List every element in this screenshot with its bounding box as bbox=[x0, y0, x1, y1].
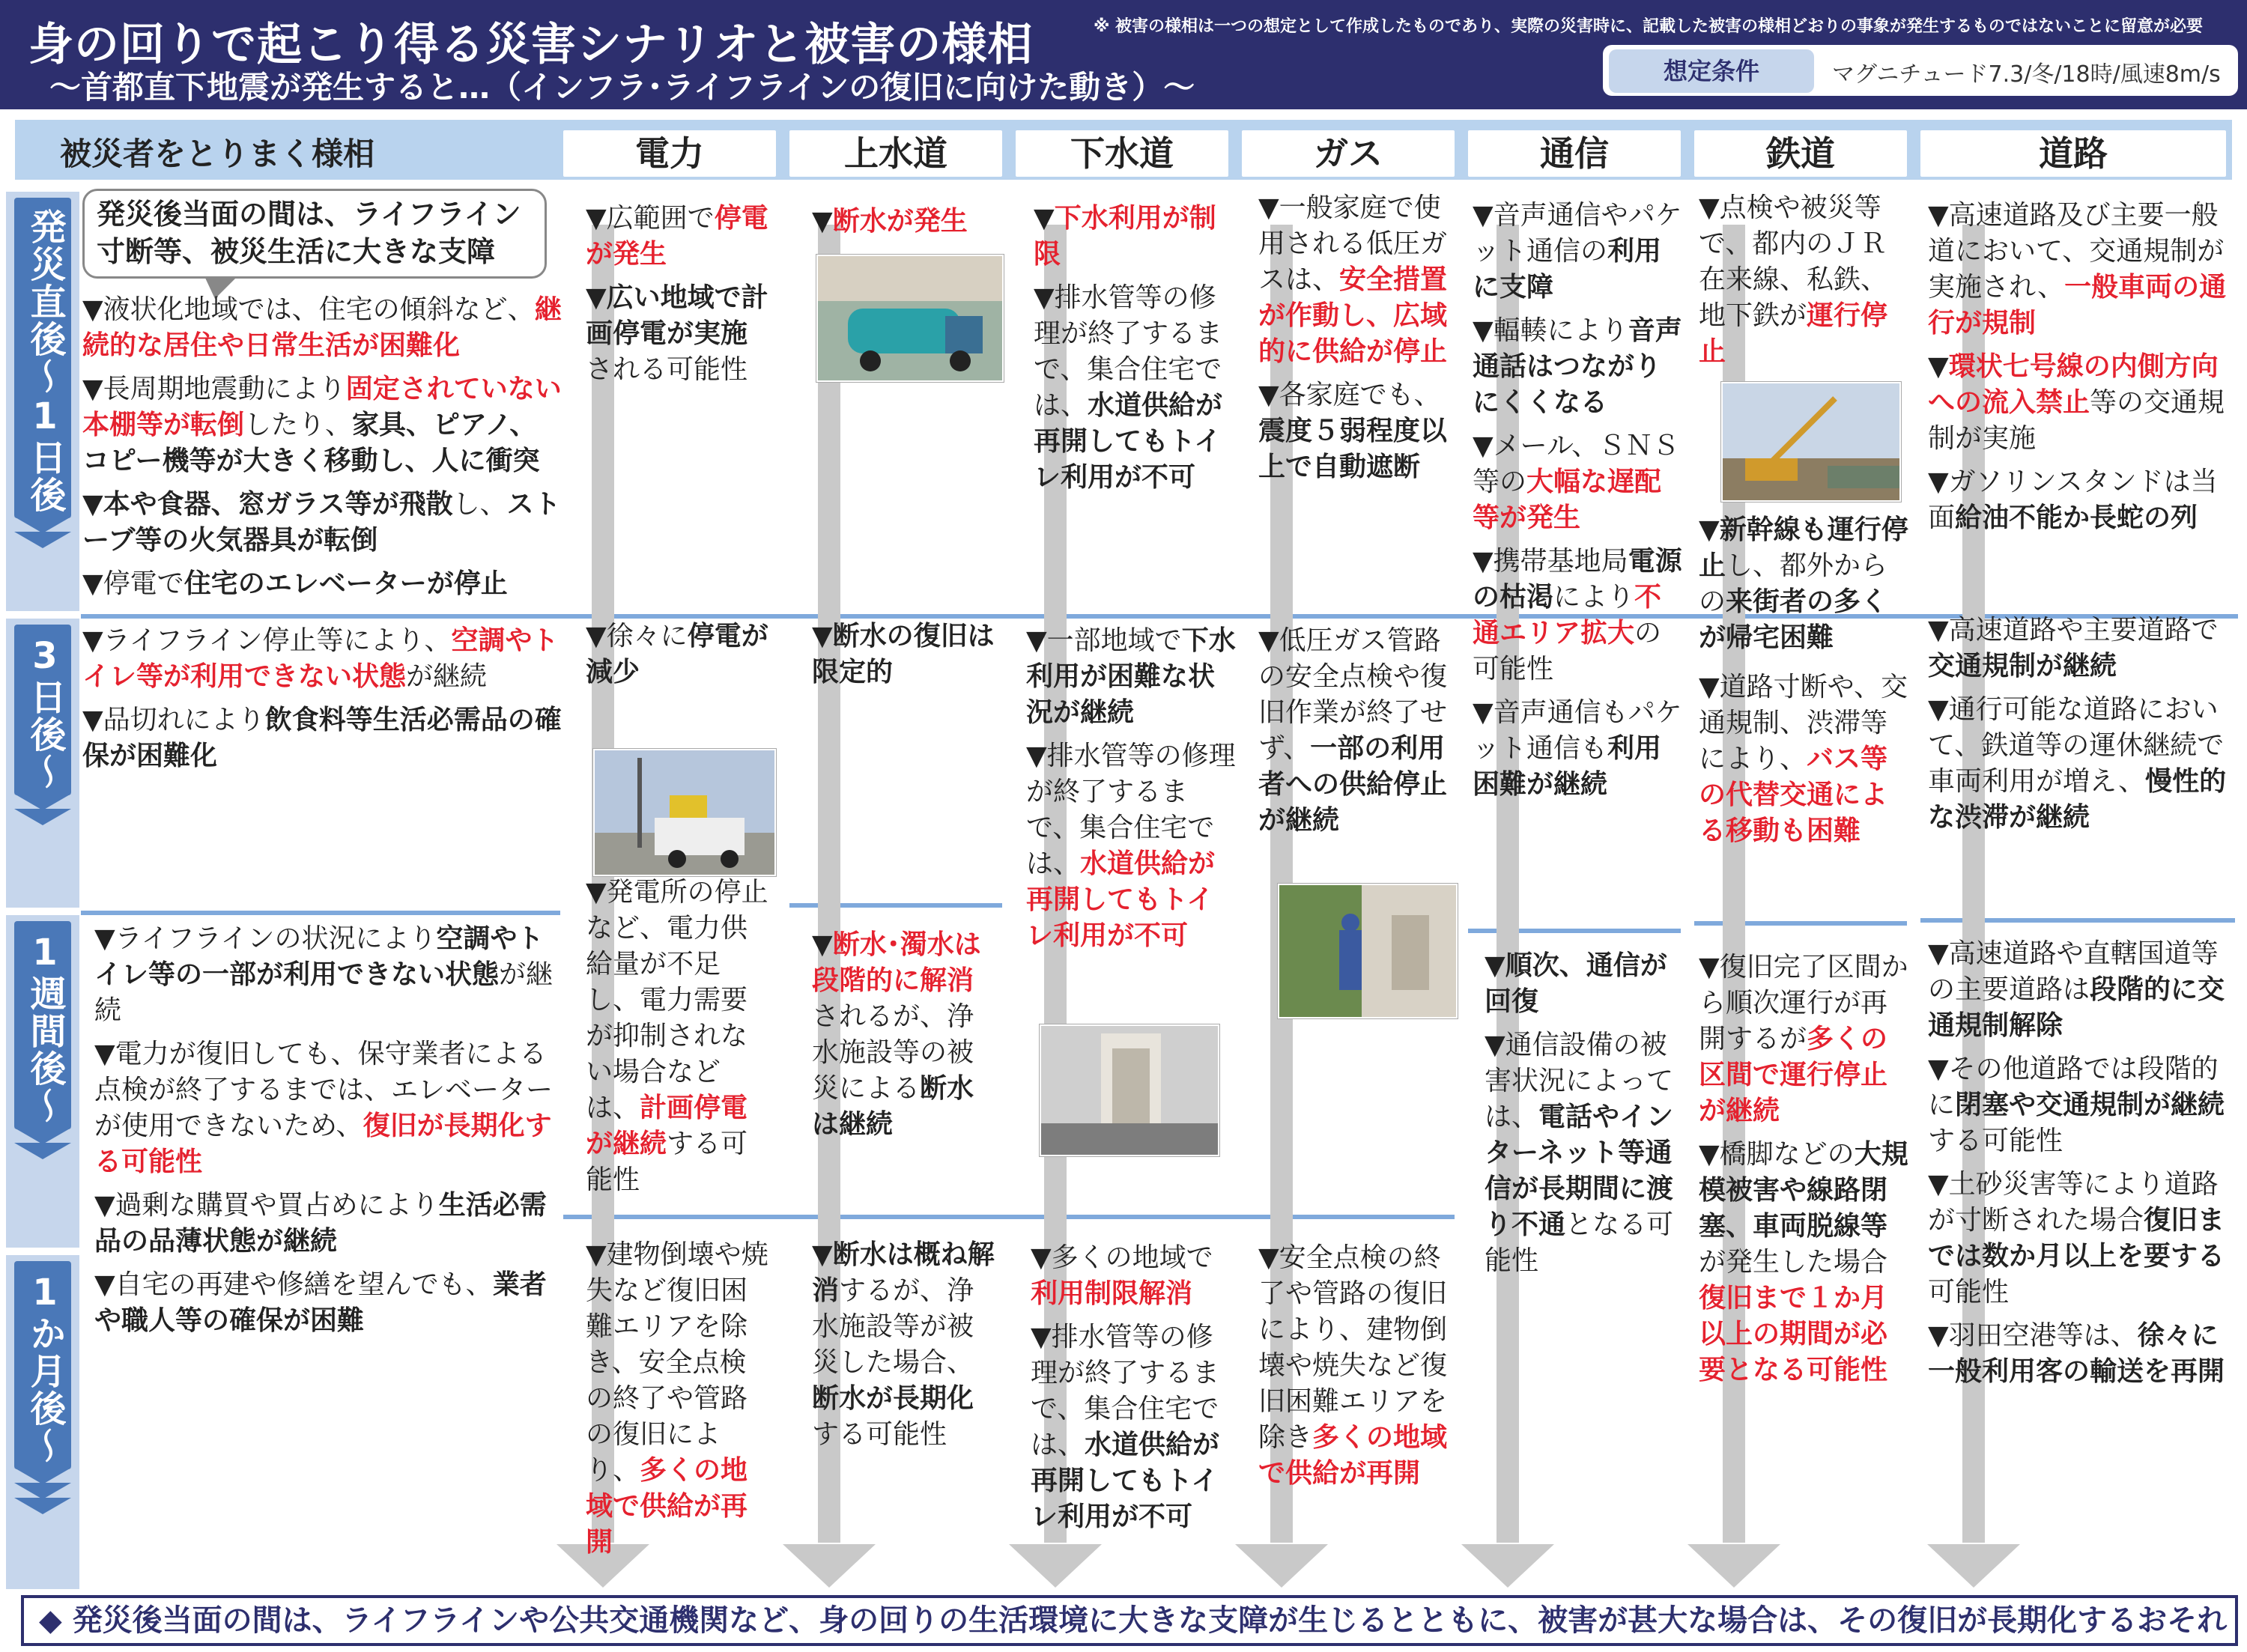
text-run: ▼ bbox=[812, 929, 833, 960]
bullet-item bbox=[1928, 1318, 2235, 1390]
bullet-item bbox=[1034, 201, 1236, 273]
text-run: が継続 bbox=[94, 959, 554, 1026]
photo-power-repair bbox=[593, 749, 776, 876]
bullet-item bbox=[1928, 1167, 2235, 1311]
text-run: 大幅な遅配等が発生 bbox=[1473, 467, 1662, 533]
text-run: 家具、ピアノ、コピー機等が大きく移動し、人に衝突 bbox=[82, 410, 540, 476]
text-run: 徐々に一般利用客の輸送を再開 bbox=[1928, 1320, 2225, 1387]
text-run: する可能性 bbox=[812, 1419, 947, 1450]
chevron-down-icon bbox=[14, 1128, 71, 1144]
text-run: 利用に支障 bbox=[1473, 236, 1662, 303]
text-run: が継続 bbox=[406, 661, 488, 692]
text-run: 停電が発生 bbox=[586, 203, 768, 270]
text-run: ▼自宅の再建や修繕を望んでも、 bbox=[94, 1269, 493, 1300]
text-run: ▼その他道路では段階的に bbox=[1928, 1054, 2219, 1120]
text-run: 利用困難が継続 bbox=[1473, 733, 1662, 800]
cell-sewer-phase1 bbox=[1034, 201, 1236, 503]
text-run: したり、 bbox=[244, 410, 353, 440]
callout-bubble: 発災後当面の間は、ライフライン寸断等、被災生活に大きな支障 bbox=[82, 189, 547, 279]
timeline-arrow-head bbox=[1461, 1544, 1554, 1588]
cell-power-phase2b bbox=[586, 875, 773, 1206]
text-run: ▼土砂災害等により道路が寸断された場合 bbox=[1928, 1169, 2219, 1236]
chevron-down-icon bbox=[14, 794, 71, 810]
text-run: 来街者の多くが帰宅困難 bbox=[1699, 586, 1888, 653]
phase-month1 bbox=[6, 1255, 79, 1589]
text-run: 飲食料等生活必需品の確保が困難化 bbox=[82, 705, 562, 771]
text-run: ▼徐々に bbox=[586, 621, 688, 652]
column-header-sewer: 下水道 bbox=[1016, 130, 1228, 177]
text-run: ▼ライフラインの状況により bbox=[94, 923, 437, 954]
cell-power-phase2a bbox=[586, 619, 773, 698]
text-run: 水道供給が再開してもトイレ利用が不可 bbox=[1031, 1430, 1220, 1532]
chevron-down-icon bbox=[14, 1468, 71, 1484]
text-run: 断水が発生 bbox=[832, 206, 968, 237]
bullet-item bbox=[586, 201, 773, 273]
timeline-arrow-head bbox=[1927, 1544, 2020, 1588]
page-title: 身の回りで起こり得る災害シナリオと被害の様相 bbox=[28, 19, 1034, 71]
text-run: されるが、浄水施設等の被災による bbox=[812, 1001, 974, 1104]
timeline-arrow-head bbox=[1687, 1544, 1780, 1588]
bullet-item bbox=[1699, 669, 1908, 849]
text-run: 多くの地域で供給が再開 bbox=[586, 1455, 748, 1558]
text-run: 環状七号線の内側方向への流入禁止 bbox=[1928, 351, 2219, 418]
text-run: 空調やトイレ等が利用できない状態 bbox=[82, 625, 559, 692]
phase-label: 3日後～ bbox=[14, 625, 71, 795]
cell-water-phase4 bbox=[812, 1237, 999, 1460]
text-run: 一部の利用者への供給停止が継続 bbox=[1258, 733, 1448, 836]
text-run: ▼羽田空港等は、 bbox=[1928, 1320, 2138, 1351]
page-subtitle: ～首都直下地震が発生すると…（インフラ･ライフラインの復旧に向けた動き）～ bbox=[49, 69, 1195, 106]
text-run: ▼排水管等の修理が終了するまで、集合住宅では、 bbox=[1026, 741, 1236, 879]
text-run: ▼道路寸断や、交通規制、渋滞等により、 bbox=[1699, 672, 1908, 774]
text-run: ▼一般家庭で使用される低圧ガスは、 bbox=[1258, 192, 1448, 295]
text-run: ▼広い地域で計画停電が実施 bbox=[586, 282, 768, 349]
text-run: となる可能性 bbox=[1485, 1209, 1674, 1276]
chevron-down-icon bbox=[14, 517, 71, 533]
text-run: ▼排水管等の修理が終了するまで、集合住宅では、 bbox=[1031, 1322, 1220, 1460]
text-run: ▼一部地域で bbox=[1026, 625, 1182, 656]
bullet-item bbox=[94, 1188, 559, 1260]
bullet-item bbox=[94, 1267, 559, 1339]
bullet-item bbox=[94, 1036, 559, 1180]
chevron-down-icon bbox=[14, 809, 71, 825]
text-run: 停電 bbox=[687, 621, 742, 652]
column-header-road: 道路 bbox=[1920, 130, 2226, 177]
text-run: 一般車両の通行が規制 bbox=[1928, 272, 2227, 338]
text-run: 運行停止 bbox=[1699, 300, 1888, 367]
text-run: 順次、通信が回復 bbox=[1485, 950, 1667, 1017]
column-header-victims: 被災者をとりまく様相 bbox=[60, 136, 375, 172]
text-run: ▼各家庭でも、 bbox=[1258, 380, 1441, 410]
text-run: 断水は概ね解消 bbox=[812, 1239, 995, 1306]
phase-divider bbox=[81, 614, 2238, 619]
text-run: ▼断水の復旧は限定的 bbox=[812, 621, 995, 687]
text-run: ▼ bbox=[812, 206, 833, 237]
text-run: 継続的な居住や日常生活が困難化 bbox=[82, 294, 562, 361]
cell-telecom-phase3 bbox=[1485, 948, 1681, 1287]
text-run: し、 bbox=[452, 489, 507, 520]
bullet-item bbox=[586, 1237, 773, 1561]
text-run: ▼建物倒壊や焼失など復旧困難エリアを除き、安全点検の終了や管路の復旧により、 bbox=[586, 1239, 768, 1486]
phase-day3 bbox=[6, 619, 79, 908]
text-run: ▼過剰な購買や買占めにより bbox=[94, 1190, 439, 1221]
cell-road-phase2 bbox=[1928, 613, 2235, 843]
cell-water-phase1 bbox=[812, 204, 999, 247]
chevron-down-icon bbox=[14, 1483, 71, 1499]
text-run: ▼通行可能な道路において、鉄道等の運休継続で車両利用が増え、 bbox=[1928, 694, 2225, 797]
text-run: 多くの区間で運行停止が継続 bbox=[1699, 1024, 1888, 1126]
text-run: し、都外からの bbox=[1699, 550, 1888, 617]
cell-victim-phase3 bbox=[94, 921, 559, 1346]
bullet-item bbox=[1473, 695, 1682, 803]
text-run: 水道供給が再開してもトイレ利用が不可 bbox=[1026, 848, 1216, 951]
text-run: ▼ bbox=[1699, 514, 1720, 545]
text-run: 交通規制が継続 bbox=[1928, 651, 2117, 681]
bullet-item bbox=[812, 204, 999, 240]
bullet-item bbox=[1928, 464, 2235, 536]
text-run: が発生した場合 bbox=[1699, 1247, 1888, 1278]
condition-label: 想定条件 bbox=[1609, 49, 1814, 93]
timeline-arrow-head bbox=[783, 1544, 876, 1588]
text-run: ▼ bbox=[1485, 950, 1505, 981]
bullet-item bbox=[1699, 1137, 1908, 1388]
chevron-down-icon bbox=[14, 1498, 71, 1514]
text-run: 給油不能か長蛇の列 bbox=[1955, 502, 2198, 533]
cell-rail-phase2 bbox=[1699, 669, 1908, 857]
text-run: ▼高速道路や主要道路で bbox=[1928, 615, 2219, 646]
text-run: ▼広範囲で bbox=[586, 203, 715, 234]
condition-value: マグニチュード7.3/冬/18時/風速8m/s bbox=[1832, 61, 2221, 88]
text-run: 等の交通規制が実施 bbox=[1928, 387, 2225, 454]
text-run: ▼安全点検の終了や管路の復旧により、建物倒壊や焼失など復旧困難エリアを除き bbox=[1258, 1242, 1448, 1453]
bullet-item bbox=[1258, 623, 1453, 839]
column-header-telecom: 通信 bbox=[1468, 130, 1681, 177]
bullet-item bbox=[82, 371, 562, 479]
text-run: ▼通信設備の被害状況によっては、 bbox=[1485, 1030, 1674, 1132]
bullet-item bbox=[1928, 1051, 2235, 1159]
text-run: する可能性 bbox=[1928, 1126, 2063, 1156]
text-run: 断水は継続 bbox=[812, 1073, 974, 1140]
text-run: 新幹線も運行停止 bbox=[1699, 514, 1908, 581]
text-run: ▼ bbox=[812, 1239, 833, 1270]
cell-victim-phase1 bbox=[82, 292, 562, 610]
text-run: ▼発電所の停止など、電力供給量が不足し、電力需要が抑制されない場合などは、 bbox=[586, 877, 768, 1123]
bullet-item bbox=[1473, 313, 1682, 421]
phase-label: 1週間後～ bbox=[14, 921, 71, 1129]
cell-telecom-phase1 bbox=[1473, 198, 1682, 810]
cell-sewer-phase2 bbox=[1026, 623, 1236, 962]
bullet-item bbox=[1699, 950, 1908, 1129]
bullet-item bbox=[812, 619, 999, 690]
cell-power-phase4 bbox=[586, 1237, 773, 1568]
bullet-item bbox=[1928, 349, 2235, 457]
text-run: 復旧までは数か月以上を要する bbox=[1928, 1205, 2225, 1272]
text-run: ▼ガソリンスタンドは当面 bbox=[1928, 467, 2218, 533]
chevron-down-icon bbox=[14, 532, 71, 548]
bullet-item bbox=[1699, 512, 1908, 656]
bullet-item bbox=[1473, 198, 1682, 306]
bullet-item bbox=[586, 280, 773, 388]
text-run: 慢性的な渋滞が継続 bbox=[1928, 766, 2227, 833]
cell-rail-phase3 bbox=[1699, 950, 1908, 1396]
text-run: 段階的に交通規制解除 bbox=[1928, 974, 2225, 1041]
bullet-item bbox=[1026, 738, 1236, 954]
disclaimer-note: ※ 被害の様相は一つの想定として作成したものであり、実際の災害時に、記載した被害の様相どおりの事象が発生するものではないことに留意が必要 bbox=[1094, 17, 2204, 36]
photo-apartment bbox=[1040, 1024, 1219, 1156]
text-run: ▼輻輳により bbox=[1473, 315, 1628, 346]
column-header-power: 電力 bbox=[563, 130, 776, 177]
cell-road-phase3 bbox=[1928, 936, 2235, 1397]
column-header-gas: ガス bbox=[1242, 130, 1455, 177]
column-header-water: 上水道 bbox=[789, 130, 1002, 177]
bullet-item bbox=[812, 927, 999, 1143]
text-run: 断水･濁水は段階的に解消 bbox=[812, 929, 981, 996]
text-run: するが、浄水施設等が被災した場合、 bbox=[812, 1275, 974, 1378]
text-run: ▼高速道路及び主要一般道において、交通規制が実施され、 bbox=[1928, 200, 2225, 303]
cell-rail-phase1a bbox=[1699, 190, 1908, 377]
text-run: ▼音声通信もパケット通信も bbox=[1473, 697, 1682, 764]
text-run: 震度５弱程度以上で自動遮断 bbox=[1258, 416, 1448, 482]
bullet-item bbox=[1699, 190, 1908, 370]
text-run: 電源の枯渇 bbox=[1473, 546, 1682, 613]
bullet-item bbox=[1258, 190, 1453, 370]
bullet-item bbox=[1928, 613, 2235, 684]
bullet-item bbox=[1031, 1320, 1236, 1535]
text-run: ストーブ等の火気器具が転倒 bbox=[82, 489, 561, 556]
text-run: ▼高速道路や直轄国道等の主要道路は bbox=[1928, 938, 2219, 1005]
text-run: ▼長周期地震動により bbox=[82, 374, 346, 404]
text-run: ▼橋脚などの bbox=[1699, 1139, 1855, 1170]
text-run: 電話やインターネット等通信が長期間に渡り不通 bbox=[1485, 1102, 1674, 1240]
text-run: ▼液状化地域では、住宅の傾斜など、 bbox=[82, 294, 535, 325]
text-run: ▼停電で bbox=[82, 568, 184, 599]
bullet-item bbox=[1928, 692, 2235, 836]
cell-rail-phase1b bbox=[1699, 512, 1908, 663]
text-run: 可能性 bbox=[1928, 1277, 2010, 1308]
cell-water-phase2 bbox=[812, 619, 999, 698]
text-run: ▼点検や被災等で、都内のＪＲ在来線、私鉄、地下鉄が bbox=[1699, 192, 1888, 331]
text-run: 音声通話はつながりにくくなる bbox=[1473, 315, 1682, 418]
text-run: 固定されていない本棚等が転倒 bbox=[82, 374, 562, 440]
bullet-item bbox=[82, 702, 562, 774]
cell-sewer-phase4 bbox=[1031, 1240, 1236, 1543]
cell-water-phase3 bbox=[812, 927, 999, 1150]
text-run: バス等の代替交通による移動も困難 bbox=[1699, 744, 1888, 846]
bullet-item bbox=[1034, 280, 1236, 496]
footer-summary: ◆ 発災後当面の間は、ライフラインや公共交通機関など、身の回りの生活環境に大きな支障が生じるとともに、被害が甚大な場合は、その復旧が長期化するおそれ bbox=[21, 1595, 2238, 1646]
text-run: 住宅のエレベーターが停止 bbox=[184, 568, 508, 599]
text-run: ▼携帯基地局 bbox=[1473, 546, 1628, 577]
text-run: ▼多くの地域で bbox=[1031, 1242, 1213, 1273]
text-run: される可能性 bbox=[586, 354, 748, 385]
text-run: 下水利用が困難な状況が継続 bbox=[1026, 625, 1236, 728]
text-run: ▼ bbox=[1928, 351, 1949, 382]
text-run: ▼低圧ガス管路の安全点検や復旧作業が終了せず、 bbox=[1258, 625, 1448, 764]
phase-week1 bbox=[6, 915, 79, 1248]
bullet-item bbox=[82, 566, 562, 602]
timeline-arrow-head bbox=[1009, 1544, 1102, 1588]
bullet-item bbox=[94, 921, 559, 1029]
bullet-item bbox=[1258, 377, 1453, 485]
bullet-item bbox=[812, 1237, 999, 1453]
text-run: ▼本や食器、窓ガラス等が飛散 bbox=[82, 489, 453, 520]
text-run: 計画停電が継続 bbox=[586, 1093, 748, 1159]
text-run: 下水利用が制限 bbox=[1034, 203, 1216, 270]
bullet-item bbox=[586, 875, 773, 1198]
bullet-item bbox=[1026, 623, 1236, 731]
bullet-item bbox=[1258, 1240, 1453, 1492]
text-run: する可能性 bbox=[586, 1129, 748, 1195]
text-run: ▼排水管等の修理が終了するまで、集合住宅では、 bbox=[1034, 282, 1223, 421]
cell-gas-phase1 bbox=[1258, 190, 1453, 493]
text-run: 利用制限解消 bbox=[1031, 1278, 1193, 1309]
phase-label: 発災直後～1日後 bbox=[14, 198, 71, 518]
phase-divider bbox=[81, 911, 560, 915]
text-run: ▼品切れにより bbox=[82, 705, 265, 735]
bullet-item bbox=[1928, 198, 2235, 341]
text-run: 業者や職人等の確保が困難 bbox=[94, 1269, 547, 1336]
text-run: 大規模被害や線路閉塞、車両脱線等 bbox=[1699, 1139, 1908, 1242]
phase-day1 bbox=[6, 192, 79, 611]
text-run: ▼電力が復旧しても、保守業者による点検が終了するまでは、エレベーターが使用できないため、 bbox=[94, 1039, 554, 1141]
cell-power-phase1 bbox=[586, 201, 773, 395]
text-run: 断水が長期化 bbox=[812, 1383, 974, 1414]
text-run: ▼メール、ＳＮＳ等の bbox=[1473, 431, 1680, 497]
text-run: が減少 bbox=[586, 621, 768, 687]
chevron-down-icon bbox=[14, 1143, 71, 1159]
photo-gas-check bbox=[1278, 884, 1458, 1018]
photo-water-truck bbox=[816, 255, 1004, 382]
text-run: 空調やトイレ等の一部が利用できない状態 bbox=[94, 923, 544, 990]
column-header-rail: 鉄道 bbox=[1694, 130, 1907, 177]
bullet-item bbox=[1031, 1240, 1236, 1312]
bullet-item bbox=[586, 619, 773, 690]
cell-road-phase1 bbox=[1928, 198, 2235, 544]
phase-label: 1か月後～ bbox=[14, 1261, 71, 1469]
timeline-arrow-head bbox=[1235, 1544, 1328, 1588]
text-run: ▼音声通信やパケット通信の bbox=[1473, 200, 1682, 267]
text-run: 復旧が長期化する可能性 bbox=[94, 1111, 552, 1177]
text-run: 安全措置が作動し、広域的に供給が停止 bbox=[1258, 264, 1448, 367]
text-run: により bbox=[1553, 582, 1635, 613]
text-run: 復旧まで１か月以上の期間が必要となる可能性 bbox=[1699, 1283, 1888, 1385]
cell-gas-phase4 bbox=[1258, 1240, 1453, 1499]
text-run: の可能性 bbox=[1473, 618, 1662, 684]
phase-divider bbox=[563, 1215, 1455, 1219]
cell-victim-phase2 bbox=[82, 623, 562, 782]
bullet-item bbox=[1485, 1027, 1681, 1279]
text-run: ▼復旧完了区間から順次運行が再開するが bbox=[1699, 952, 1908, 1054]
text-run: ▼ bbox=[1034, 203, 1055, 234]
bullet-item bbox=[1473, 544, 1682, 687]
text-run: 不通エリア拡大 bbox=[1473, 582, 1662, 649]
bullet-item bbox=[82, 487, 562, 559]
bullet-item bbox=[82, 292, 562, 364]
text-run: 多くの地域で供給が再開 bbox=[1258, 1422, 1448, 1489]
text-run: 生活必需品の品薄状態が継続 bbox=[94, 1190, 547, 1257]
bullet-item bbox=[1928, 936, 2235, 1044]
bullet-item bbox=[1485, 948, 1681, 1020]
text-run: 閉塞や交通規制が継続 bbox=[1955, 1090, 2225, 1120]
photo-rail-crane bbox=[1721, 382, 1901, 502]
bullet-item bbox=[1473, 428, 1682, 536]
text-run: ▼ライフライン停止等により、 bbox=[82, 625, 452, 656]
bullet-item bbox=[82, 623, 562, 695]
cell-gas-phase2 bbox=[1258, 623, 1453, 846]
text-run: 水道供給が再開してもトイレ利用が不可 bbox=[1034, 390, 1223, 493]
